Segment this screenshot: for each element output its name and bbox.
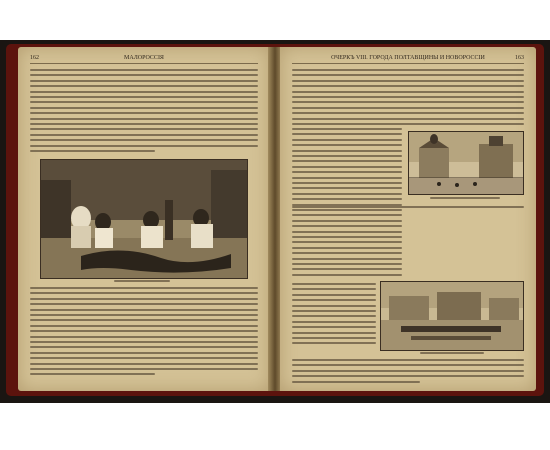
text-line-placeholder (30, 298, 258, 300)
text-line-placeholder (292, 182, 402, 184)
text-line-placeholder (30, 145, 258, 147)
text-line-placeholder (292, 326, 376, 328)
text-line-placeholder (292, 187, 402, 189)
text-line-placeholder (292, 112, 524, 114)
text-line-placeholder (292, 375, 524, 377)
text-line-placeholder (292, 123, 524, 125)
text-line-placeholder (292, 294, 376, 296)
text-line-placeholder (292, 166, 402, 168)
text-line-placeholder (30, 319, 258, 321)
text-line-placeholder (292, 220, 402, 222)
illustration-cathedral (408, 131, 524, 195)
text-line-placeholder (292, 252, 402, 254)
text-line-placeholder (30, 336, 258, 338)
text-line-placeholder (292, 198, 402, 200)
right-header-rule (292, 63, 524, 64)
text-line-placeholder (292, 359, 524, 361)
text-line-placeholder (292, 144, 402, 146)
text-line-placeholder (30, 112, 258, 114)
left-page-number: 162 (30, 55, 39, 61)
text-line-placeholder (30, 357, 258, 359)
text-line-placeholder (30, 287, 258, 289)
text-line-placeholder (292, 209, 402, 211)
text-line-placeholder (30, 303, 258, 305)
right-running-header: ОЧЕРКЪ VIII. ГОРОДА ПОЛТАВЩИНЫ И НОВОРОССІИ (331, 55, 485, 61)
illustration-workshop (40, 159, 248, 279)
text-line-placeholder (30, 85, 258, 87)
left-page (18, 47, 270, 391)
text-line-placeholder (292, 337, 376, 339)
text-line-placeholder (292, 139, 402, 141)
text-line-placeholder (292, 342, 376, 344)
text-line-placeholder (30, 91, 258, 93)
text-line-placeholder (30, 292, 258, 294)
text-line-placeholder (292, 225, 402, 227)
text-line-placeholder (30, 101, 258, 103)
cathedral-engraving (409, 132, 523, 194)
text-line-placeholder (292, 263, 402, 265)
text-line-placeholder (292, 171, 402, 173)
text-line-placeholder (292, 101, 524, 103)
text-line-placeholder (292, 247, 402, 249)
text-line-placeholder (30, 123, 258, 125)
text-line-placeholder (292, 85, 524, 87)
text-line-placeholder (292, 118, 524, 120)
illustration-caption-left (114, 280, 170, 282)
text-line-placeholder (30, 309, 258, 311)
text-line-placeholder (292, 193, 402, 195)
text-line-placeholder (292, 96, 524, 98)
text-line-placeholder (292, 160, 402, 162)
text-line-placeholder (292, 155, 402, 157)
text-line-placeholder (292, 74, 524, 76)
text-line-placeholder (30, 352, 258, 354)
text-line-placeholder (30, 325, 258, 327)
text-line-placeholder (292, 332, 376, 334)
text-line-placeholder (30, 314, 258, 316)
illustration-caption-right-top (430, 197, 500, 199)
text-line-placeholder (30, 368, 258, 370)
text-line-placeholder (30, 96, 258, 98)
text-line-placeholder (292, 299, 376, 301)
text-line-placeholder (30, 118, 258, 120)
illustration-caption-right-bottom (420, 352, 484, 354)
text-line-placeholder (292, 214, 402, 216)
square-engraving (381, 282, 523, 350)
text-line-placeholder (292, 69, 524, 71)
text-line-placeholder (292, 288, 376, 290)
text-line-placeholder (30, 373, 155, 375)
text-line-placeholder (292, 268, 402, 270)
text-line-placeholder (292, 274, 402, 276)
text-line-placeholder (292, 315, 376, 317)
text-line-placeholder (292, 283, 376, 285)
text-line-placeholder (30, 107, 258, 109)
text-line-placeholder (292, 241, 402, 243)
text-line-placeholder (30, 330, 258, 332)
illustration-square (380, 281, 524, 351)
text-line-placeholder (292, 305, 376, 307)
text-line-placeholder (292, 258, 402, 260)
text-line-placeholder (30, 74, 258, 76)
text-line-placeholder (292, 133, 402, 135)
text-line-placeholder (30, 128, 258, 130)
text-line-placeholder (292, 381, 420, 383)
text-line-placeholder (30, 341, 258, 343)
text-line-placeholder (30, 363, 258, 365)
left-running-header: МАЛОРОССІЯ (124, 55, 164, 61)
text-line-placeholder (30, 139, 258, 141)
text-line-placeholder (292, 80, 524, 82)
text-line-placeholder (292, 231, 402, 233)
right-page (280, 47, 536, 391)
text-line-placeholder (292, 310, 376, 312)
text-line-placeholder (30, 134, 258, 136)
right-page-number: 163 (515, 55, 524, 61)
workshop-engraving (41, 160, 247, 278)
text-line-placeholder (30, 346, 258, 348)
left-header-rule (30, 63, 258, 64)
text-line-placeholder (292, 236, 402, 238)
text-line-placeholder (292, 150, 402, 152)
text-line-placeholder (292, 128, 402, 130)
text-line-placeholder (30, 69, 258, 71)
text-line-placeholder (292, 177, 402, 179)
text-line-placeholder (292, 107, 524, 109)
text-line-placeholder (292, 321, 376, 323)
text-line-placeholder (292, 370, 524, 372)
text-line-placeholder (292, 364, 524, 366)
text-line-placeholder (292, 91, 524, 93)
text-line-placeholder (30, 80, 258, 82)
text-line-placeholder (30, 150, 155, 152)
text-line-placeholder (292, 206, 524, 208)
